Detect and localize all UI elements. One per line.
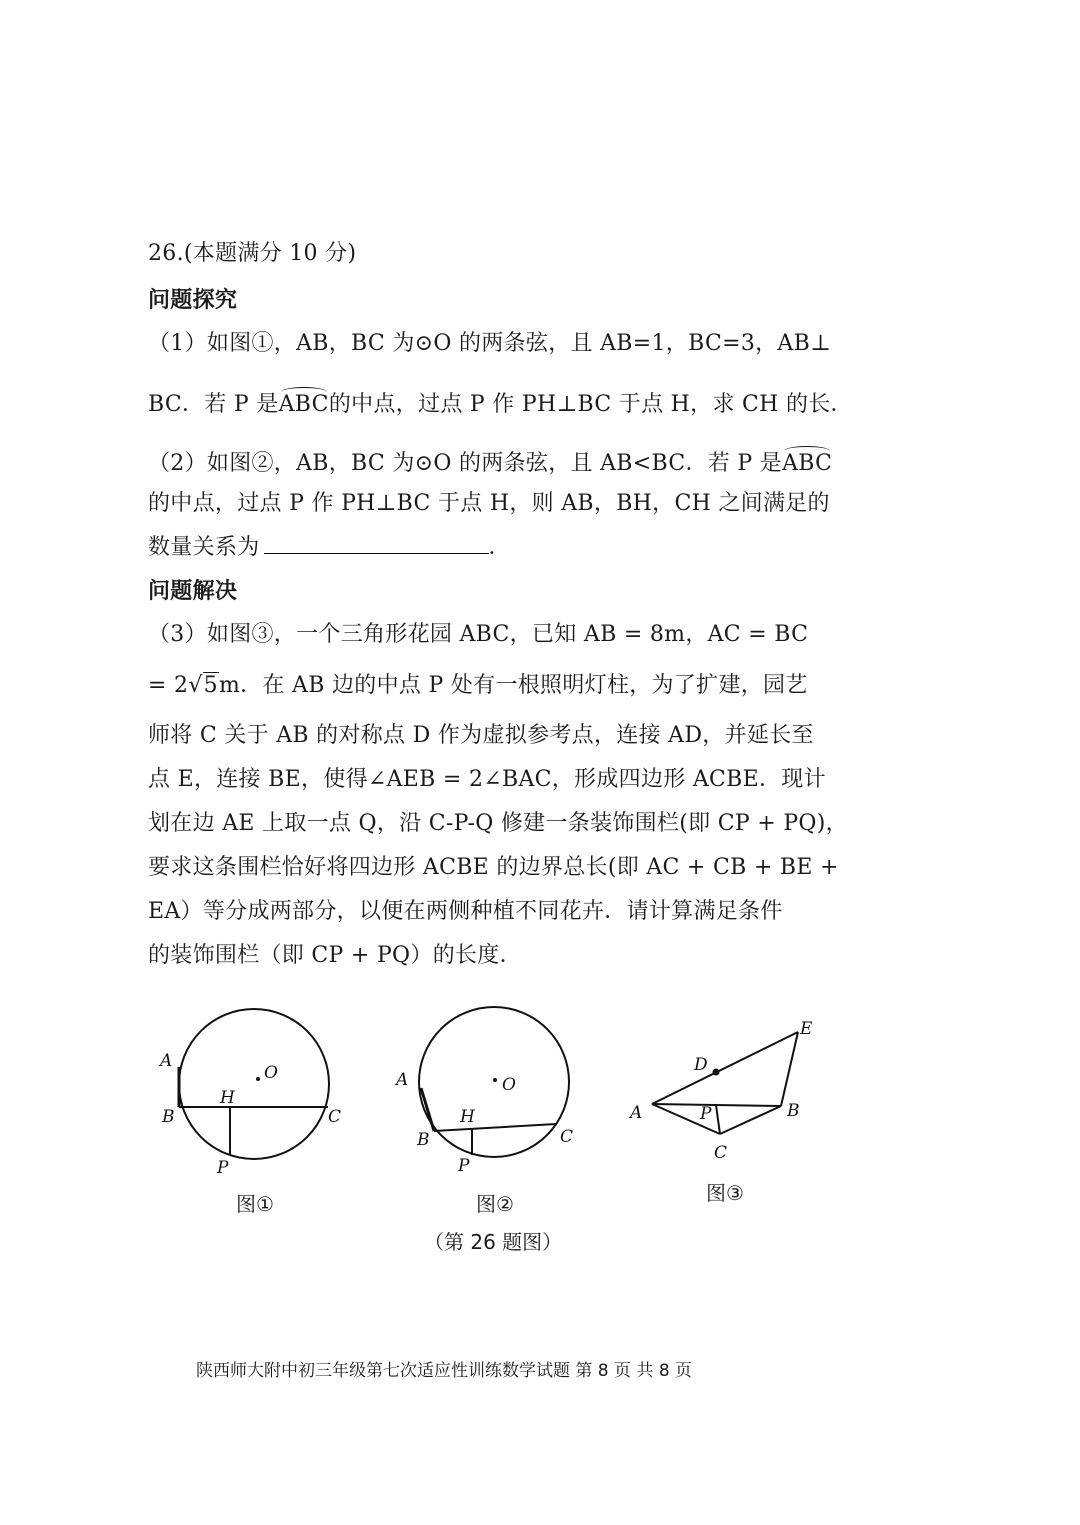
part3-text-a: = 2 [148,673,189,698]
part2-text-a: （2）如图②，AB，BC 为⊙O 的两条弦，且 AB<BC．若 P 是 [148,451,783,476]
question-header: 26.(本题满分 10 分) [148,241,357,266]
part3-line6: 要求这条围栏恰好将四边形 ACBE 的边界总长(即 AC + CB + BE + [148,855,839,880]
fig2-label-p: P [458,1156,470,1176]
part3-line3: 师将 C 关于 AB 的对称点 D 作为虚拟参考点，连接 AD，并延长至 [148,723,814,748]
fig1-label-h: H [220,1088,235,1108]
part1-text-b: 的中点，过点 P 作 PH⊥BC 于点 H，求 CH 的长． [328,392,853,417]
part3-line8: 的装饰围栏（即 CP + PQ）的长度． [148,943,522,968]
part3-line4: 点 E，连接 BE，使得∠AEB = 2∠BAC，形成四边形 ACBE．现计 [148,767,826,792]
fig3-label-e: E [800,1019,813,1039]
part3-text-b: m．在 AB 边的中点 P 处有一根照明灯柱，为了扩建，园艺 [218,673,808,698]
answer-blank[interactable] [264,535,489,554]
fig3-segment-eb [781,1032,798,1106]
fig1-label-p: P [217,1158,229,1178]
fig2-label-o: O [502,1075,516,1095]
fig3-segment-pc [716,1105,720,1134]
fig2-label-a: A [396,1070,409,1090]
fig1-caption: 图① [236,1192,274,1216]
part1-line1: （1）如图①，AB，BC 为⊙O 的两条弦，且 AB=1，BC=3，AB⊥ [148,331,832,356]
radicand: 5 [203,673,218,698]
figure-group-caption: （第 26 题图） [424,1230,563,1254]
part2-end: ． [488,535,511,560]
fig2-chord-ab [421,1088,434,1131]
part3-line2: = 2√5m．在 AB 边的中点 P 处有一根照明灯柱，为了扩建，园艺 [148,673,808,698]
fig1-center-dot [256,1077,260,1081]
part2-line3 [148,530,511,561]
fig1-label-c: C [328,1107,342,1127]
fig2-label-h: H [460,1107,475,1127]
fig2-caption: 图② [476,1192,514,1216]
fig2-chord-bc [434,1124,556,1131]
figure-2 [390,1000,590,1185]
part3-line5: 划在边 AE 上取一点 Q，沿 C-P-Q 修建一条装饰围栏(即 CP + PQ)， [148,811,848,836]
fig3-segment-ae [652,1032,798,1104]
page-footer: 陕西师大附中初三年级第七次适应性训练数学试题 第 8 页 共 8 页 [196,1361,693,1381]
fig3-label-p: P [700,1104,712,1124]
part2-text-c: 数量关系为 [148,535,260,560]
fig3-caption: 图③ [706,1181,744,1205]
fig1-label-b: B [162,1107,175,1127]
section-heading-explore: 问题探究 [148,288,238,313]
fig1-circle [179,1009,329,1159]
section-heading-solve: 问题解决 [148,579,238,604]
fig3-segment-cb [720,1106,781,1134]
part1-line2 [148,387,853,418]
part3-line1: （3）如图③，一个三角形花园 ABC，已知 AB = 8m，AC = BC [148,622,809,647]
fig2-label-c: C [560,1127,574,1147]
part2-line2: 的中点，过点 P 作 PH⊥BC 于点 H，则 AB，BH，CH 之间满足的 [148,491,830,516]
fig3-label-d: D [694,1055,708,1075]
part1-text-a: BC．若 P 是 [148,392,279,417]
fig3-label-b: B [787,1101,800,1121]
arc-abc: ABC [278,392,329,417]
fig3-label-a: A [630,1103,643,1123]
fig3-label-c: C [714,1143,728,1163]
fig2-circle [419,1007,569,1157]
fig1-label-a: A [160,1051,173,1071]
part3-line7: EA）等分成两部分，以便在两侧种植不同花卉．请计算满足条件 [148,899,783,924]
arc-abc-2: ABC [782,451,833,476]
fig2-center-dot [493,1078,497,1082]
fig1-label-o: O [264,1063,278,1083]
fig2-label-b: B [417,1130,430,1150]
fig3-point-d [713,1069,720,1076]
part2-line1 [148,446,832,477]
figure-3 [620,1012,830,1172]
figure-1 [150,1000,360,1190]
